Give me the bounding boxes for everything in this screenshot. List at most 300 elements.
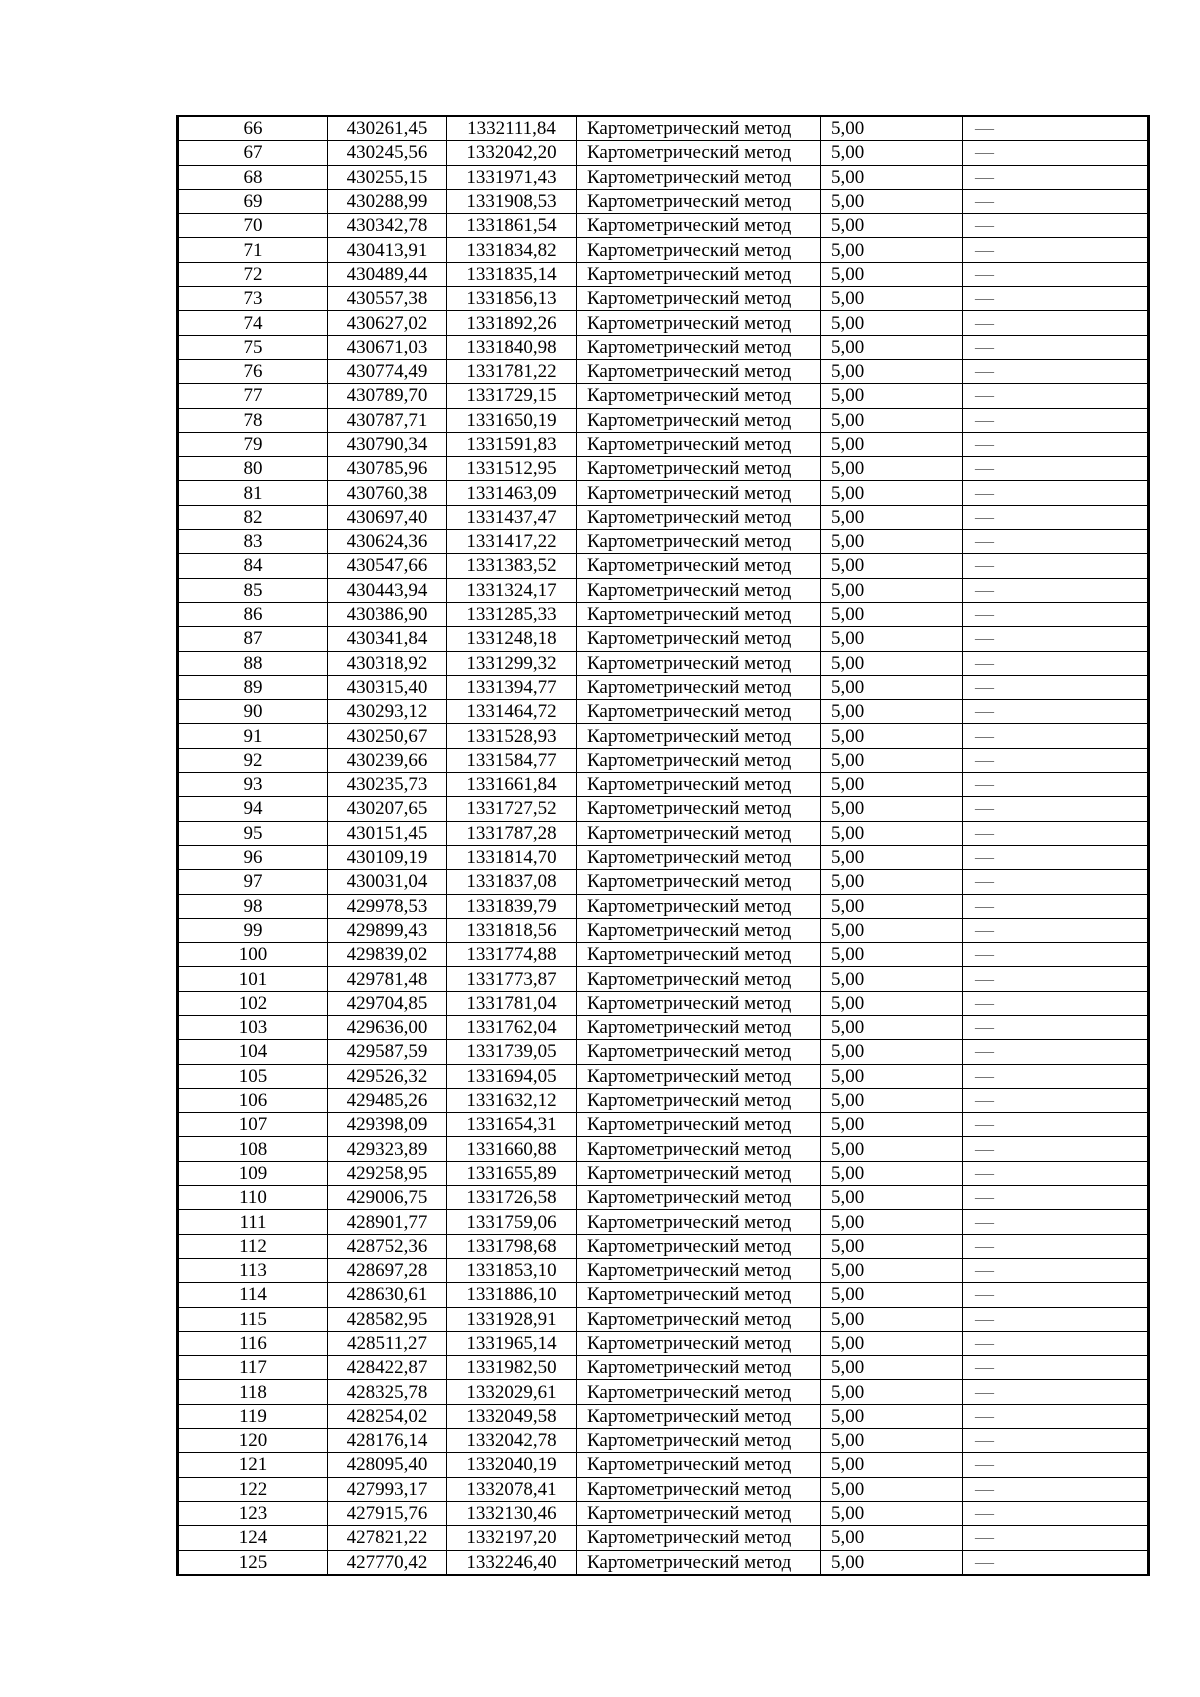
accuracy-cell: 5,00 [821, 189, 963, 213]
method-cell: Картометрический метод [577, 797, 821, 821]
table-row [178, 578, 1149, 602]
coordinate-x-cell: 429781,48 [328, 967, 447, 991]
coordinate-y-cell: 1331886,10 [447, 1283, 577, 1307]
table-row [178, 773, 1149, 797]
method-cell: Картометрический метод [577, 1113, 821, 1137]
point-number-cell: 97 [178, 870, 328, 894]
accuracy-cell: 5,00 [821, 1137, 963, 1161]
coordinate-y-cell: 1331928,91 [447, 1307, 577, 1331]
coordinate-x-cell: 429899,43 [328, 918, 447, 942]
coordinate-y-cell: 1331759,06 [447, 1210, 577, 1234]
coordinate-y-cell: 1331965,14 [447, 1331, 577, 1355]
coordinate-x-cell: 430789,70 [328, 384, 447, 408]
coordinate-y-cell: 1331971,43 [447, 165, 577, 189]
accuracy-cell: 5,00 [821, 481, 963, 505]
point-number-cell: 101 [178, 967, 328, 991]
note-cell: — [963, 287, 1149, 311]
coordinate-y-cell: 1332130,46 [447, 1501, 577, 1525]
note-cell: — [963, 1258, 1149, 1282]
note-cell: — [963, 335, 1149, 359]
note-cell: — [963, 116, 1149, 141]
point-number-cell: 70 [178, 214, 328, 238]
method-cell: Картометрический метод [577, 1477, 821, 1501]
coordinate-x-cell: 430245,56 [328, 141, 447, 165]
coordinate-y-cell: 1331729,15 [447, 384, 577, 408]
coordinate-x-cell: 430341,84 [328, 627, 447, 651]
note-cell: — [963, 311, 1149, 335]
method-cell: Картометрический метод [577, 627, 821, 651]
coordinate-x-cell: 430235,73 [328, 773, 447, 797]
accuracy-cell: 5,00 [821, 1550, 963, 1575]
method-cell: Картометрический метод [577, 1088, 821, 1112]
table-row [178, 602, 1149, 626]
table-row [178, 991, 1149, 1015]
coordinate-y-cell: 1331834,82 [447, 238, 577, 262]
point-number-cell: 86 [178, 602, 328, 626]
coordinate-x-cell: 430109,19 [328, 845, 447, 869]
coordinate-x-cell: 428254,02 [328, 1404, 447, 1428]
point-number-cell: 119 [178, 1404, 328, 1428]
table-row [178, 845, 1149, 869]
note-cell: — [963, 700, 1149, 724]
coordinate-y-cell: 1331781,04 [447, 991, 577, 1015]
coordinate-y-cell: 1331798,68 [447, 1234, 577, 1258]
coordinate-x-cell: 430255,15 [328, 165, 447, 189]
note-cell: — [963, 894, 1149, 918]
table-row [178, 724, 1149, 748]
coordinate-x-cell: 430785,96 [328, 457, 447, 481]
table-row [178, 1137, 1149, 1161]
note-cell: — [963, 189, 1149, 213]
coordinate-x-cell: 429526,32 [328, 1064, 447, 1088]
table-row [178, 1283, 1149, 1307]
table-row [178, 1380, 1149, 1404]
accuracy-cell: 5,00 [821, 1501, 963, 1525]
table-row [178, 530, 1149, 554]
point-number-cell: 115 [178, 1307, 328, 1331]
coordinate-y-cell: 1331773,87 [447, 967, 577, 991]
accuracy-cell: 5,00 [821, 1234, 963, 1258]
note-cell: — [963, 1356, 1149, 1380]
method-cell: Картометрический метод [577, 1501, 821, 1525]
note-cell: — [963, 1283, 1149, 1307]
note-cell: — [963, 1234, 1149, 1258]
note-cell: — [963, 1380, 1149, 1404]
point-number-cell: 72 [178, 262, 328, 286]
method-cell: Картометрический метод [577, 311, 821, 335]
accuracy-cell: 5,00 [821, 1356, 963, 1380]
point-number-cell: 110 [178, 1186, 328, 1210]
point-number-cell: 121 [178, 1453, 328, 1477]
accuracy-cell: 5,00 [821, 700, 963, 724]
point-number-cell: 124 [178, 1526, 328, 1550]
point-number-cell: 118 [178, 1380, 328, 1404]
point-number-cell: 79 [178, 432, 328, 456]
accuracy-cell: 5,00 [821, 675, 963, 699]
method-cell: Картометрический метод [577, 262, 821, 286]
coordinate-x-cell: 429839,02 [328, 943, 447, 967]
method-cell: Картометрический метод [577, 602, 821, 626]
table-row [178, 505, 1149, 529]
note-cell: — [963, 554, 1149, 578]
note-cell: — [963, 432, 1149, 456]
method-cell: Картометрический метод [577, 1404, 821, 1428]
accuracy-cell: 5,00 [821, 530, 963, 554]
accuracy-cell: 5,00 [821, 1307, 963, 1331]
table-row [178, 457, 1149, 481]
note-cell: — [963, 578, 1149, 602]
point-number-cell: 94 [178, 797, 328, 821]
method-cell: Картометрический метод [577, 1258, 821, 1282]
coordinate-y-cell: 1331762,04 [447, 1015, 577, 1039]
table-row [178, 1210, 1149, 1234]
table-row [178, 1015, 1149, 1039]
accuracy-cell: 5,00 [821, 384, 963, 408]
method-cell: Картометрический метод [577, 505, 821, 529]
point-number-cell: 98 [178, 894, 328, 918]
accuracy-cell: 5,00 [821, 287, 963, 311]
point-number-cell: 90 [178, 700, 328, 724]
accuracy-cell: 5,00 [821, 1331, 963, 1355]
point-number-cell: 89 [178, 675, 328, 699]
table-row [178, 1088, 1149, 1112]
note-cell: — [963, 1161, 1149, 1185]
point-number-cell: 123 [178, 1501, 328, 1525]
point-number-cell: 87 [178, 627, 328, 651]
note-cell: — [963, 408, 1149, 432]
table-row [178, 967, 1149, 991]
note-cell: — [963, 1331, 1149, 1355]
method-cell: Картометрический метод [577, 1331, 821, 1355]
table-row [178, 1064, 1149, 1088]
note-cell: — [963, 967, 1149, 991]
coordinate-x-cell: 430413,91 [328, 238, 447, 262]
point-number-cell: 84 [178, 554, 328, 578]
accuracy-cell: 5,00 [821, 1210, 963, 1234]
method-cell: Картометрический метод [577, 870, 821, 894]
coordinate-y-cell: 1331839,79 [447, 894, 577, 918]
coordinate-x-cell: 429398,09 [328, 1113, 447, 1137]
point-number-cell: 88 [178, 651, 328, 675]
table-row [178, 1186, 1149, 1210]
coordinate-y-cell: 1331908,53 [447, 189, 577, 213]
accuracy-cell: 5,00 [821, 1429, 963, 1453]
coordinate-y-cell: 1331694,05 [447, 1064, 577, 1088]
table-row [178, 748, 1149, 772]
coordinate-x-cell: 428095,40 [328, 1453, 447, 1477]
coordinate-x-cell: 430489,44 [328, 262, 447, 286]
accuracy-cell: 5,00 [821, 554, 963, 578]
accuracy-cell: 5,00 [821, 870, 963, 894]
table-row [178, 1453, 1149, 1477]
point-number-cell: 85 [178, 578, 328, 602]
coordinate-y-cell: 1331814,70 [447, 845, 577, 869]
table-row [178, 1234, 1149, 1258]
coordinate-x-cell: 430250,67 [328, 724, 447, 748]
note-cell: — [963, 943, 1149, 967]
method-cell: Картометрический метод [577, 700, 821, 724]
point-number-cell: 71 [178, 238, 328, 262]
table-row [178, 870, 1149, 894]
note-cell: — [963, 1501, 1149, 1525]
table-row [178, 408, 1149, 432]
table-row [178, 214, 1149, 238]
point-number-cell: 81 [178, 481, 328, 505]
note-cell: — [963, 1550, 1149, 1575]
coordinate-x-cell: 428901,77 [328, 1210, 447, 1234]
point-number-cell: 103 [178, 1015, 328, 1039]
coordinate-x-cell: 430207,65 [328, 797, 447, 821]
coordinate-y-cell: 1332042,78 [447, 1429, 577, 1453]
method-cell: Картометрический метод [577, 821, 821, 845]
table-row [178, 287, 1149, 311]
method-cell: Картометрический метод [577, 238, 821, 262]
point-number-cell: 100 [178, 943, 328, 967]
accuracy-cell: 5,00 [821, 602, 963, 626]
coordinate-x-cell: 430790,34 [328, 432, 447, 456]
point-number-cell: 108 [178, 1137, 328, 1161]
accuracy-cell: 5,00 [821, 1186, 963, 1210]
coordinate-x-cell: 430787,71 [328, 408, 447, 432]
coordinate-y-cell: 1331739,05 [447, 1040, 577, 1064]
coordinate-y-cell: 1331837,08 [447, 870, 577, 894]
note-cell: — [963, 359, 1149, 383]
method-cell: Картометрический метод [577, 578, 821, 602]
table-row [178, 797, 1149, 821]
note-cell: — [963, 262, 1149, 286]
coordinate-x-cell: 428582,95 [328, 1307, 447, 1331]
coordinate-y-cell: 1332246,40 [447, 1550, 577, 1575]
coordinate-x-cell: 430760,38 [328, 481, 447, 505]
note-cell: — [963, 1404, 1149, 1428]
method-cell: Картометрический метод [577, 432, 821, 456]
point-number-cell: 105 [178, 1064, 328, 1088]
method-cell: Картометрический метод [577, 1429, 821, 1453]
table-row [178, 1258, 1149, 1282]
note-cell: — [963, 1429, 1149, 1453]
table-row [178, 189, 1149, 213]
coordinate-x-cell: 430443,94 [328, 578, 447, 602]
note-cell: — [963, 1453, 1149, 1477]
method-cell: Картометрический метод [577, 1283, 821, 1307]
method-cell: Картометрический метод [577, 1210, 821, 1234]
coordinate-x-cell: 428630,61 [328, 1283, 447, 1307]
table-row [178, 943, 1149, 967]
coordinate-y-cell: 1331394,77 [447, 675, 577, 699]
method-cell: Картометрический метод [577, 408, 821, 432]
note-cell: — [963, 505, 1149, 529]
accuracy-cell: 5,00 [821, 991, 963, 1015]
table-row [178, 1550, 1149, 1575]
note-cell: — [963, 602, 1149, 626]
coordinate-y-cell: 1332078,41 [447, 1477, 577, 1501]
point-number-cell: 113 [178, 1258, 328, 1282]
point-number-cell: 77 [178, 384, 328, 408]
accuracy-cell: 5,00 [821, 1477, 963, 1501]
accuracy-cell: 5,00 [821, 311, 963, 335]
accuracy-cell: 5,00 [821, 457, 963, 481]
point-number-cell: 76 [178, 359, 328, 383]
point-number-cell: 93 [178, 773, 328, 797]
method-cell: Картометрический метод [577, 1064, 821, 1088]
accuracy-cell: 5,00 [821, 1113, 963, 1137]
coordinate-x-cell: 430261,45 [328, 116, 447, 141]
coordinate-y-cell: 1331835,14 [447, 262, 577, 286]
point-number-cell: 104 [178, 1040, 328, 1064]
coordinate-x-cell: 427915,76 [328, 1501, 447, 1525]
coordinate-y-cell: 1331660,88 [447, 1137, 577, 1161]
method-cell: Картометрический метод [577, 1307, 821, 1331]
point-number-cell: 68 [178, 165, 328, 189]
note-cell: — [963, 1137, 1149, 1161]
method-cell: Картометрический метод [577, 1526, 821, 1550]
coordinate-x-cell: 430697,40 [328, 505, 447, 529]
accuracy-cell: 5,00 [821, 1161, 963, 1185]
coordinate-y-cell: 1331417,22 [447, 530, 577, 554]
coordinate-x-cell: 427821,22 [328, 1526, 447, 1550]
coordinate-y-cell: 1331726,58 [447, 1186, 577, 1210]
note-cell: — [963, 1210, 1149, 1234]
point-number-cell: 80 [178, 457, 328, 481]
note-cell: — [963, 675, 1149, 699]
point-number-cell: 106 [178, 1088, 328, 1112]
method-cell: Картометрический метод [577, 189, 821, 213]
accuracy-cell: 5,00 [821, 262, 963, 286]
table-row [178, 821, 1149, 845]
coordinate-y-cell: 1331584,77 [447, 748, 577, 772]
coordinate-y-cell: 1331324,17 [447, 578, 577, 602]
note-cell: — [963, 845, 1149, 869]
accuracy-cell: 5,00 [821, 1404, 963, 1428]
coordinate-y-cell: 1331650,19 [447, 408, 577, 432]
method-cell: Картометрический метод [577, 724, 821, 748]
note-cell: — [963, 214, 1149, 238]
accuracy-cell: 5,00 [821, 724, 963, 748]
coordinate-y-cell: 1332042,20 [447, 141, 577, 165]
table-row [178, 1161, 1149, 1185]
note-cell: — [963, 651, 1149, 675]
accuracy-cell: 5,00 [821, 845, 963, 869]
accuracy-cell: 5,00 [821, 408, 963, 432]
coordinate-x-cell: 430318,92 [328, 651, 447, 675]
point-number-cell: 102 [178, 991, 328, 1015]
point-number-cell: 107 [178, 1113, 328, 1137]
coordinate-x-cell: 427770,42 [328, 1550, 447, 1575]
coordinate-x-cell: 430557,38 [328, 287, 447, 311]
table-row [178, 432, 1149, 456]
coordinate-y-cell: 1331285,33 [447, 602, 577, 626]
point-number-cell: 83 [178, 530, 328, 554]
coordinate-y-cell: 1331437,47 [447, 505, 577, 529]
table-row [178, 1501, 1149, 1525]
coordinate-x-cell: 429636,00 [328, 1015, 447, 1039]
table-row [178, 894, 1149, 918]
table-row [178, 238, 1149, 262]
note-cell: — [963, 141, 1149, 165]
note-cell: — [963, 165, 1149, 189]
coordinate-y-cell: 1331982,50 [447, 1356, 577, 1380]
table-row [178, 1356, 1149, 1380]
method-cell: Картометрический метод [577, 384, 821, 408]
point-number-cell: 122 [178, 1477, 328, 1501]
accuracy-cell: 5,00 [821, 1258, 963, 1282]
table-row [178, 311, 1149, 335]
note-cell: — [963, 1088, 1149, 1112]
note-cell: — [963, 238, 1149, 262]
accuracy-cell: 5,00 [821, 967, 963, 991]
coordinate-y-cell: 1331840,98 [447, 335, 577, 359]
point-number-cell: 117 [178, 1356, 328, 1380]
accuracy-cell: 5,00 [821, 1453, 963, 1477]
coordinate-x-cell: 430547,66 [328, 554, 447, 578]
coordinate-y-cell: 1331299,32 [447, 651, 577, 675]
coordinate-y-cell: 1331655,89 [447, 1161, 577, 1185]
method-cell: Картометрический метод [577, 748, 821, 772]
point-number-cell: 109 [178, 1161, 328, 1185]
method-cell: Картометрический метод [577, 165, 821, 189]
accuracy-cell: 5,00 [821, 214, 963, 238]
accuracy-cell: 5,00 [821, 748, 963, 772]
note-cell: — [963, 724, 1149, 748]
coordinate-y-cell: 1332029,61 [447, 1380, 577, 1404]
note-cell: — [963, 481, 1149, 505]
table-row [178, 165, 1149, 189]
note-cell: — [963, 1015, 1149, 1039]
note-cell: — [963, 797, 1149, 821]
method-cell: Картометрический метод [577, 1356, 821, 1380]
table-row [178, 384, 1149, 408]
method-cell: Картометрический метод [577, 287, 821, 311]
method-cell: Картометрический метод [577, 675, 821, 699]
coordinate-x-cell: 430293,12 [328, 700, 447, 724]
table-row [178, 554, 1149, 578]
method-cell: Картометрический метод [577, 141, 821, 165]
note-cell: — [963, 1113, 1149, 1137]
accuracy-cell: 5,00 [821, 1088, 963, 1112]
accuracy-cell: 5,00 [821, 1040, 963, 1064]
coordinate-x-cell: 430386,90 [328, 602, 447, 626]
accuracy-cell: 5,00 [821, 238, 963, 262]
point-number-cell: 78 [178, 408, 328, 432]
coordinate-y-cell: 1331464,72 [447, 700, 577, 724]
coordinate-y-cell: 1331818,56 [447, 918, 577, 942]
coordinate-y-cell: 1332049,58 [447, 1404, 577, 1428]
point-number-cell: 91 [178, 724, 328, 748]
note-cell: — [963, 1526, 1149, 1550]
method-cell: Картометрический метод [577, 1550, 821, 1575]
method-cell: Картометрический метод [577, 554, 821, 578]
point-number-cell: 120 [178, 1429, 328, 1453]
coordinate-x-cell: 430774,49 [328, 359, 447, 383]
table-row [178, 1331, 1149, 1355]
point-number-cell: 99 [178, 918, 328, 942]
coordinate-y-cell: 1331787,28 [447, 821, 577, 845]
point-number-cell: 73 [178, 287, 328, 311]
note-cell: — [963, 821, 1149, 845]
accuracy-cell: 5,00 [821, 578, 963, 602]
coordinate-x-cell: 429704,85 [328, 991, 447, 1015]
coordinate-y-cell: 1331781,22 [447, 359, 577, 383]
point-number-cell: 112 [178, 1234, 328, 1258]
method-cell: Картометрический метод [577, 457, 821, 481]
coordinate-y-cell: 1332197,20 [447, 1526, 577, 1550]
coordinates-table [176, 115, 1150, 1576]
note-cell: — [963, 918, 1149, 942]
coordinate-y-cell: 1331853,10 [447, 1258, 577, 1282]
method-cell: Картометрический метод [577, 845, 821, 869]
coordinate-x-cell: 429587,59 [328, 1040, 447, 1064]
coordinate-y-cell: 1331591,83 [447, 432, 577, 456]
